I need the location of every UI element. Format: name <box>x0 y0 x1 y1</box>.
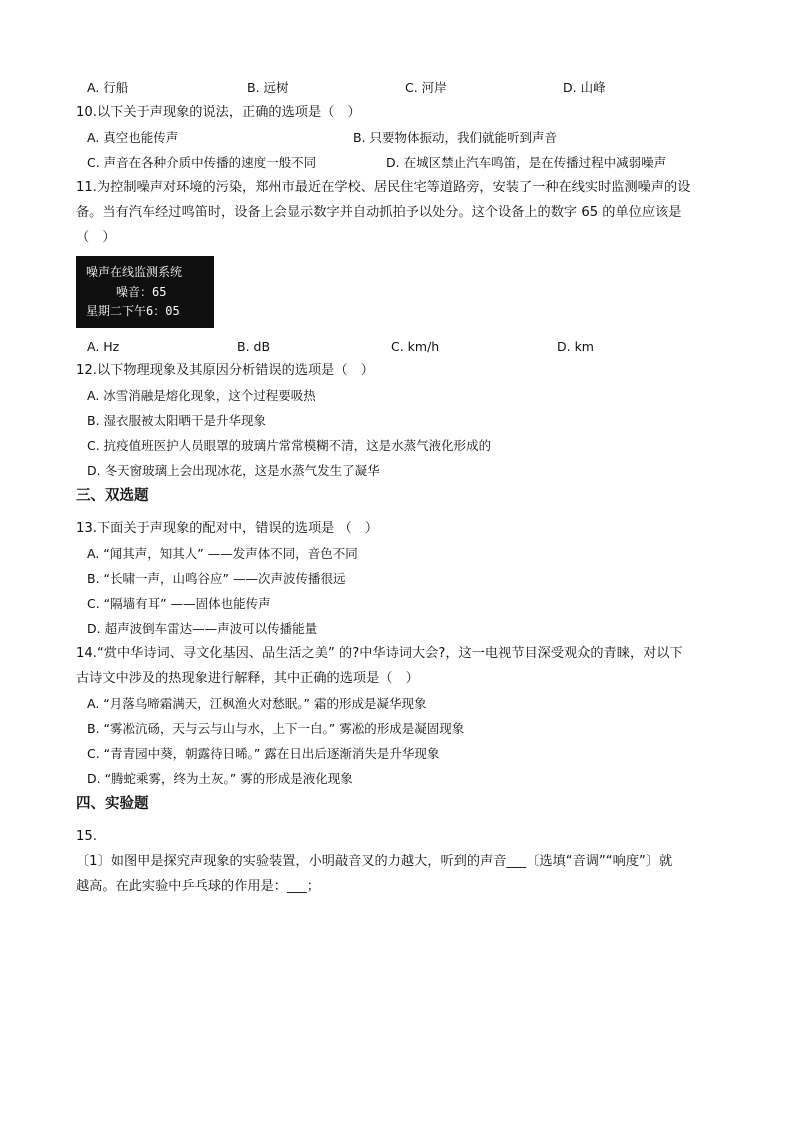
q10-stem: 10.以下关于声现象的说法，正确的选项是（ ） <box>76 105 361 120</box>
q13-stem: 13.下面关于声现象的配对中，错误的选项是 （ ） <box>76 521 379 536</box>
q10-option-b: B. 只要物体振动，我们就能听到声音 <box>353 130 558 145</box>
q13-option-c: C. “隔墙有耳” ——固体也能传声 <box>87 596 271 611</box>
q9-option-a: A. 行船 <box>87 80 129 95</box>
q11-option-b: B. dB <box>237 339 271 354</box>
monitor-reading: 噪音：65 <box>116 285 167 299</box>
q12-option-d: D. 冬天窗玻璃上会出现冰花，这是水蒸气发生了凝华 <box>87 463 380 478</box>
noise-monitor-display <box>76 256 214 328</box>
q11-stem-line2: 备。当有汽车经过鸣笛时，设备上会显示数字并自动抓拍予以处分。这个设备上的数字 65 的单位应该是 <box>76 205 682 220</box>
q11-stem-line1: 11.为控制噪声对环境的污染，郑州市最近在学校、居民住宅等道路旁，安装了一种在线实时监测噪声的设 <box>76 180 691 195</box>
q13-option-b: B. “长啸一声，山鸣谷应” ——次声波传播很远 <box>87 571 346 586</box>
q12-option-b: B. 湿衣服被太阳晒干是升华现象 <box>87 413 267 428</box>
q14-option-c: C. “青青园中葵，朝露待日晞。” 露在日出后逐渐消失是升华现象 <box>87 746 440 761</box>
q10-option-c: C. 声音在各种介质中传播的速度一般不同 <box>87 155 317 170</box>
q12-option-a: A. 冰雪消融是熔化现象，这个过程要吸热 <box>87 388 316 403</box>
q12-stem: 12.以下物理现象及其原因分析错误的选项是（ ） <box>76 363 374 378</box>
q12-option-c: C. 抗疫值班医护人员眼罩的玻璃片常常模糊不清，这是水蒸气液化形成的 <box>87 438 492 453</box>
q15-line1: 〔1〕如图甲是探究声现象的实验装置，小明敲音叉的力越大，听到的声音___〔选填“音调”“响度”〕就 <box>76 854 673 869</box>
q13-option-a: A. “闻其声，知其人” ——发声体不同，音色不同 <box>87 546 358 561</box>
q15-line2: 越高。在此实验中乒乓球的作用是：___； <box>76 879 320 894</box>
monitor-title: 噪声在线监测系统 <box>86 265 183 279</box>
q14-stem-line2: 古诗文中涉及的热现象进行解释，其中正确的选项是（ ） <box>76 671 419 686</box>
q11-option-d: D. km <box>557 339 594 354</box>
q15-number: 15. <box>76 829 97 844</box>
q11-option-a: A. Hz <box>87 339 120 354</box>
q11-option-c: C. km/h <box>391 339 440 354</box>
q13-option-d: D. 超声波倒车雷达——声波可以传播能量 <box>87 621 318 636</box>
q14-option-b: B. “雾凇沆砀，天与云与山与水，上下一白。” 雾凇的形成是凝固现象 <box>87 721 465 736</box>
q14-option-a: A. “月落乌啼霜满天，江枫渔火对愁眠。” 霜的形成是凝华现象 <box>87 696 427 711</box>
q10-option-a: A. 真空也能传声 <box>87 130 179 145</box>
q9-option-c: C. 河岸 <box>405 80 447 95</box>
section-heading-double-choice: 三、双选题 <box>76 488 149 504</box>
q14-option-d: D. “腾蛇乘雾，终为土灰。” 雾的形成是液化现象 <box>87 771 353 786</box>
q9-option-d: D. 山峰 <box>563 80 606 95</box>
section-heading-experiment: 四、实验题 <box>76 796 149 812</box>
q9-option-b: B. 远树 <box>247 80 289 95</box>
q11-stem-line3: （ ） <box>76 230 116 245</box>
q10-option-d: D. 在城区禁止汽车鸣笛，是在传播过程中减弱噪声 <box>386 155 667 170</box>
q14-stem-line1: 14.“赏中华诗词、寻文化基因、品生活之美” 的?中华诗词大会?，这一电视节目深受观众的青睐，对以下 <box>76 646 683 661</box>
monitor-time: 星期二下午6：05 <box>86 304 180 318</box>
